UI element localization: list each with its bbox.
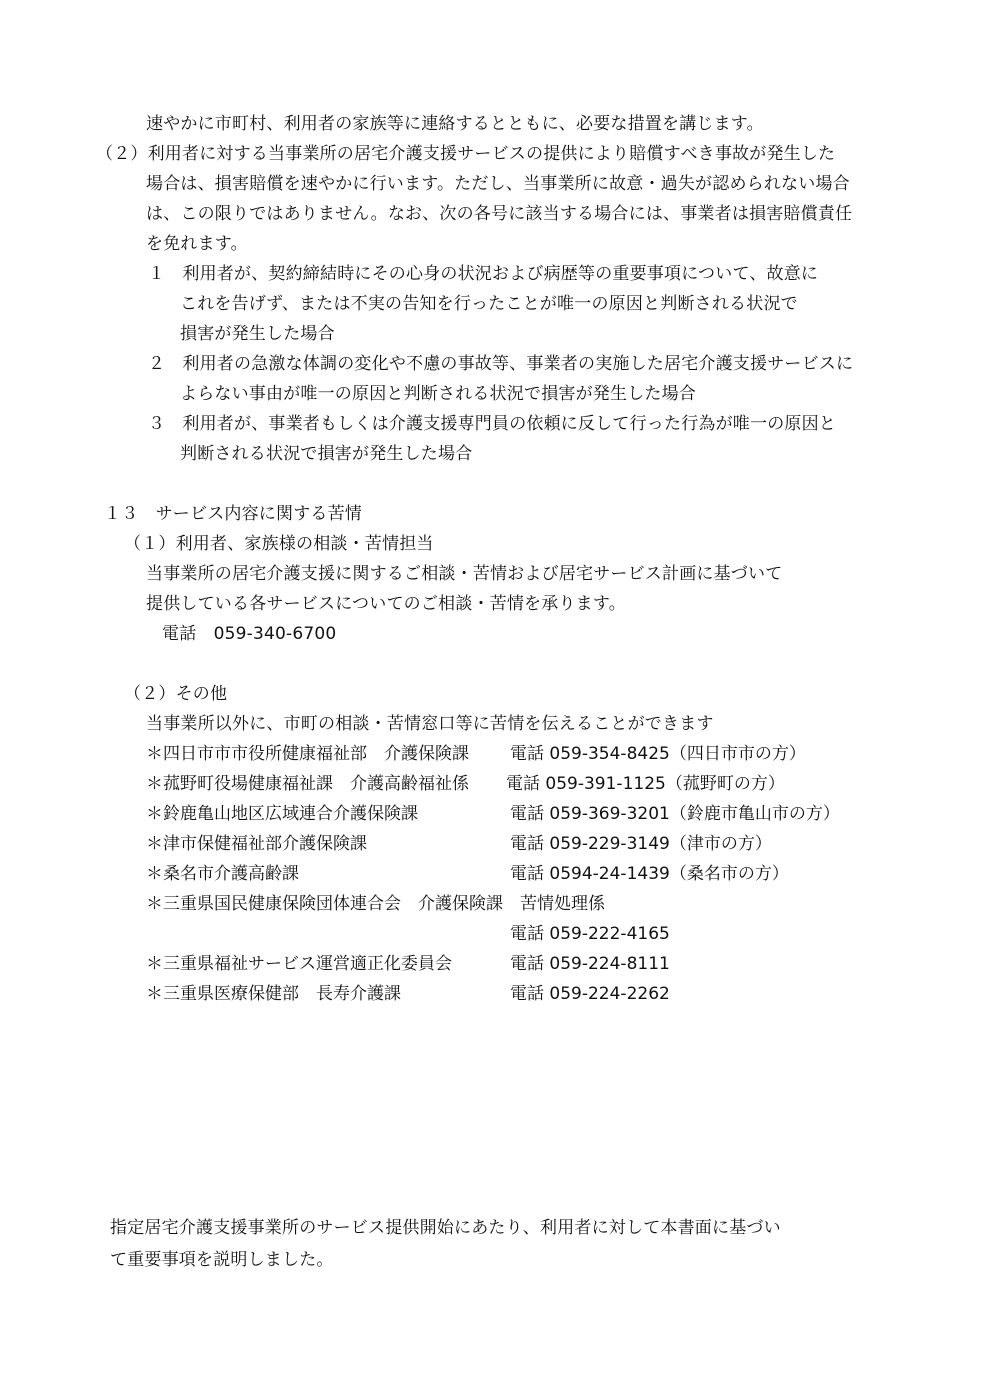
contact-phone: 電話 0594-24-1439（桑名市の方）	[510, 864, 789, 884]
section-13-heading: １３ サービス内容に関する苦情	[104, 504, 362, 524]
sub-item-1-line-2: これを告げず、または不実の告知を行ったことが唯一の原因と判断される状況で	[180, 294, 798, 314]
item-2-line-3: は、この限りではありません。なお、次の各号に該当する場合には、事業者は損害賠償責任	[146, 204, 853, 224]
section-13-item-2-heading: （２）その他	[124, 684, 228, 704]
section-13-item-2-intro: 当事業所以外に、市町の相談・苦情窓口等に苦情を伝えることができます	[146, 714, 714, 734]
sub-item-3-line-2: 判断される状況で損害が発生した場合	[180, 444, 473, 464]
section-13-item-1-line-1: 当事業所の居宅介護支援に関するご相談・苦情および居宅サービス計画に基づいて	[146, 564, 783, 584]
contact-name: ＊三重県医療保健部 長寿介護課	[146, 984, 401, 1004]
closing-line-1: 指定居宅介護支援事業所のサービス提供開始にあたり、利用者に対して本書面に基づい	[110, 1218, 781, 1238]
sub-item-2-line-1: ２ 利用者の急激な体調の変化や不慮の事故等、事業者の実施した居宅介護支援サービスに	[148, 354, 854, 374]
paragraph-line: 速やかに市町村、利用者の家族等に連絡するとともに、必要な措置を講じます。	[146, 114, 764, 134]
item-2-line-1: （２）利用者に対する当事業所の居宅介護支援サービスの提供により賠償すべき事故が発生した	[96, 144, 836, 164]
contact-phone: 電話 059-224-2262	[510, 984, 670, 1004]
contact-name: ＊鈴鹿亀山地区広域連合介護保険課	[146, 804, 418, 824]
contact-name: ＊三重県福祉サービス運営適正化委員会	[146, 954, 452, 974]
section-13-item-1-heading: （１）利用者、家族様の相談・苦情担当	[124, 534, 434, 554]
section-13-item-1-line-2: 提供している各サービスについてのご相談・苦情を承ります。	[146, 594, 626, 614]
closing-line-2: て重要事項を説明しました。	[110, 1250, 334, 1270]
office-phone: 電話 059-340-6700	[162, 624, 337, 644]
contact-name: ＊菰野町役場健康福祉課 介護高齢福祉係	[146, 774, 469, 794]
contact-phone: 電話 059-224-8111	[510, 954, 670, 974]
sub-item-1-line-3: 損害が発生した場合	[180, 324, 335, 344]
contact-phone: 電話 059-354-8425（四日市市の方）	[510, 744, 806, 764]
contact-phone: 電話 059-222-4165	[510, 924, 670, 944]
contact-name: ＊津市保健福祉部介護保険課	[146, 834, 367, 854]
contact-name: ＊桑名市介護高齢課	[146, 864, 299, 884]
contact-name: ＊四日市市市役所健康福祉部 介護保険課	[146, 744, 469, 764]
sub-item-1-line-1: １ 利用者が、契約締結時にその心身の状況および病歴等の重要事項について、故意に	[148, 264, 819, 284]
contact-phone: 電話 059-391-1125（菰野町の方）	[506, 774, 785, 794]
contact-phone: 電話 059-229-3149（津市の方）	[510, 834, 772, 854]
sub-item-2-line-2: よらない事由が唯一の原因と判断される状況で損害が発生した場合	[180, 384, 696, 404]
sub-item-3-line-1: ３ 利用者が、事業者もしくは介護支援専門員の依頼に反して行った行為が唯一の原因と	[148, 414, 836, 434]
contact-phone: 電話 059-369-3201（鈴鹿市亀山市の方）	[510, 804, 840, 824]
item-2-line-2: 場合は、損害賠償を速やかに行います。ただし、当事業所に故意・過失が認められない場合	[146, 174, 850, 194]
contact-name: ＊三重県国民健康保険団体連合会 介護保険課 苦情処理係	[146, 894, 605, 914]
item-2-line-4: を免れます。	[146, 234, 248, 254]
